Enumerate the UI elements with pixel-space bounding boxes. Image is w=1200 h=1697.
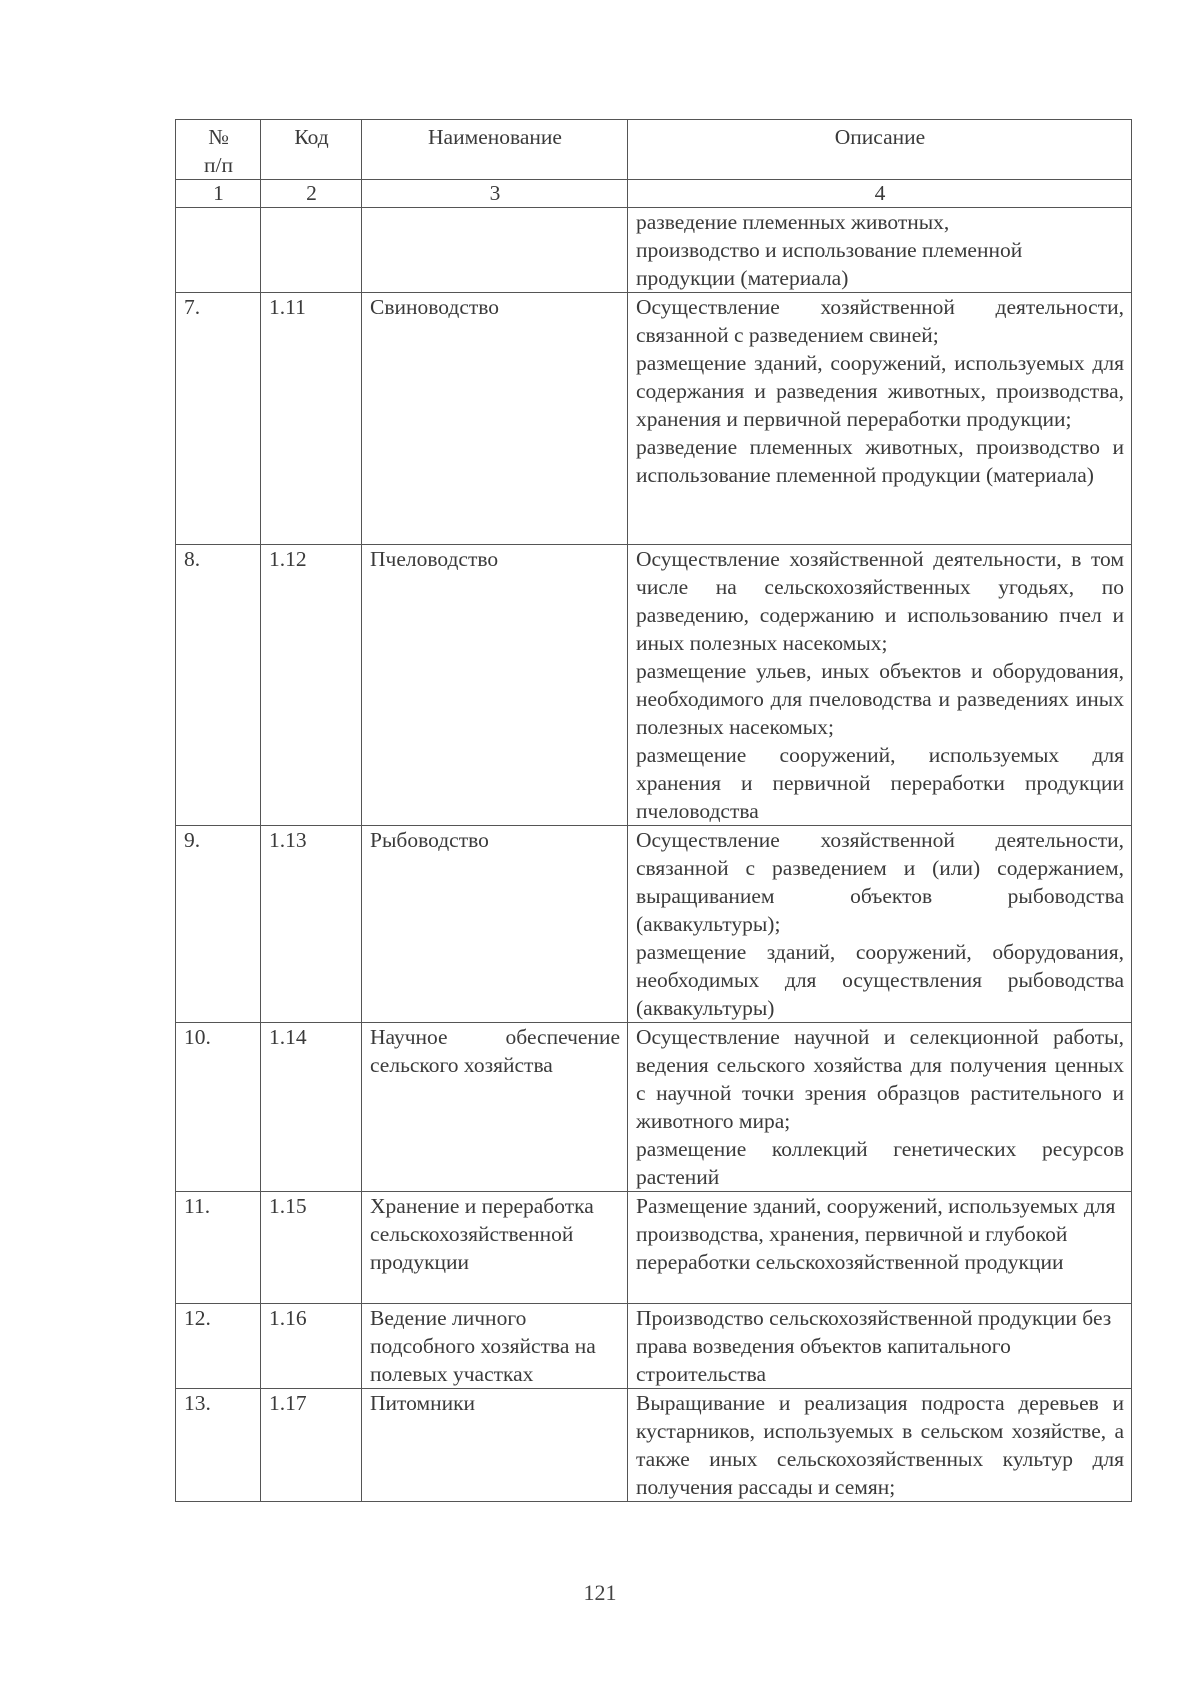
row-code-cell: 1.14: [261, 1023, 362, 1192]
description-paragraph: Осуществление научной и селекционной работы, ведения сельского хозяйства для получения ценных с научной точки зрения образцов растительного и животного мира;: [636, 1025, 1124, 1133]
description-paragraph: размещение зданий, сооружений, оборудования, необходимых для осуществления рыбоводства (аквакультуры): [636, 940, 1124, 1020]
column-numbers-row: [176, 180, 1132, 208]
header-name-cell: Наименование: [362, 120, 628, 180]
row-name-cell: Свиноводство: [362, 293, 628, 545]
description-paragraph: Выращивание и реализация подроста деревьев и кустарников, используемых в сельском хозяйстве, а также иных сельскохозяйственных культур для получения рассады и семян;: [636, 1391, 1124, 1499]
description-paragraph: размещение коллекций генетических ресурсов растений: [636, 1137, 1124, 1189]
row-description-cell: [628, 1389, 1132, 1502]
land-use-table: [175, 119, 1132, 1502]
description-paragraph: размещение ульев, иных объектов и оборудования, необходимого для пчеловодства и разведениях иных полезных насекомых;: [636, 659, 1124, 739]
column-number-2: 2: [261, 180, 362, 208]
table-row: [176, 1304, 1132, 1389]
description-paragraph: Осуществление хозяйственной деятельности, в том числе на сельскохозяйственных угодьях, по разведению, содержанию и использованию пчел и иных полезных насекомых;: [636, 547, 1124, 655]
description-paragraph: Размещение зданий, сооружений, используемых для производства, хранения, первичной и глубокой переработки сельскохозяйственной продукции: [636, 1194, 1116, 1274]
header-description-cell: Описание: [628, 120, 1132, 180]
row-code-cell: [261, 208, 362, 293]
row-number-cell: 12.: [176, 1304, 261, 1389]
row-description-cell: [628, 545, 1132, 826]
table-row-continuation: [176, 208, 1132, 293]
description-line: производство и использование племенной: [636, 238, 1023, 262]
description-paragraph: Осуществление хозяйственной деятельности, связанной с разведением свиней;: [636, 295, 1124, 347]
table-row: [176, 1023, 1132, 1192]
row-name-cell: Пчеловодство: [362, 545, 628, 826]
row-number-cell: 13.: [176, 1389, 261, 1502]
row-number-cell: 11.: [176, 1192, 261, 1304]
table-row: [176, 826, 1132, 1023]
description-line: разведение племенных животных,: [636, 210, 950, 234]
column-number-1: 1: [176, 180, 261, 208]
description-paragraph: размещение зданий, сооружений, используемых для содержания и разведения животных, производства, хранения и первичной переработки продукции;: [636, 351, 1124, 431]
row-description-cell: [628, 1304, 1132, 1389]
column-number-3: 3: [362, 180, 628, 208]
description-paragraph: Производство сельскохозяйственной продукции без права возведения объектов капитального строительства: [636, 1306, 1112, 1386]
description-line: продукции (материала): [636, 266, 849, 290]
header-number-abbr: п/п: [204, 153, 233, 177]
column-number-4: 4: [628, 180, 1132, 208]
row-code-cell: 1.16: [261, 1304, 362, 1389]
row-code-cell: 1.15: [261, 1192, 362, 1304]
row-number-cell: [176, 208, 261, 293]
description-paragraph: Осуществление хозяйственной деятельности, связанной с разведением и (или) содержанием, выращиванием объектов рыбоводства (аквакультуры);: [636, 828, 1124, 936]
table-header-row: [176, 120, 1132, 180]
description-paragraph: размещение сооружений, используемых для хранения и первичной переработки продукции пчеловодства: [636, 743, 1124, 823]
header-code-cell: Код: [261, 120, 362, 180]
row-number-cell: 8.: [176, 545, 261, 826]
row-number-cell: 9.: [176, 826, 261, 1023]
table-row: [176, 545, 1132, 826]
description-paragraph: разведение племенных животных, производство и использование племенной продукции (материала): [636, 435, 1124, 487]
row-code-cell: 1.13: [261, 826, 362, 1023]
table-row: [176, 1192, 1132, 1304]
row-description-cell: [628, 293, 1132, 545]
row-description-cell: [628, 1192, 1132, 1304]
header-number-cell: [176, 120, 261, 180]
row-code-cell: 1.17: [261, 1389, 362, 1502]
row-code-cell: 1.11: [261, 293, 362, 545]
table-row: [176, 1389, 1132, 1502]
row-name-cell: Научное обеспечение сельского хозяйства: [362, 1023, 628, 1192]
row-code-cell: 1.12: [261, 545, 362, 826]
row-name-cell: Рыбоводство: [362, 826, 628, 1023]
row-name-cell: [362, 208, 628, 293]
row-name-cell: Ведение личного подсобного хозяйства на полевых участках: [362, 1304, 628, 1389]
row-number-cell: 10.: [176, 1023, 261, 1192]
row-description-cell: [628, 1023, 1132, 1192]
row-description-cell: [628, 208, 1132, 293]
page-number: 121: [583, 1580, 617, 1605]
row-number-cell: 7.: [176, 293, 261, 545]
row-description-cell: [628, 826, 1132, 1023]
row-name-cell: Питомники: [362, 1389, 628, 1502]
table-row: [176, 293, 1132, 545]
row-name-cell: Хранение и переработка сельскохозяйственной продукции: [362, 1192, 628, 1304]
header-number-sign: №: [208, 125, 229, 149]
